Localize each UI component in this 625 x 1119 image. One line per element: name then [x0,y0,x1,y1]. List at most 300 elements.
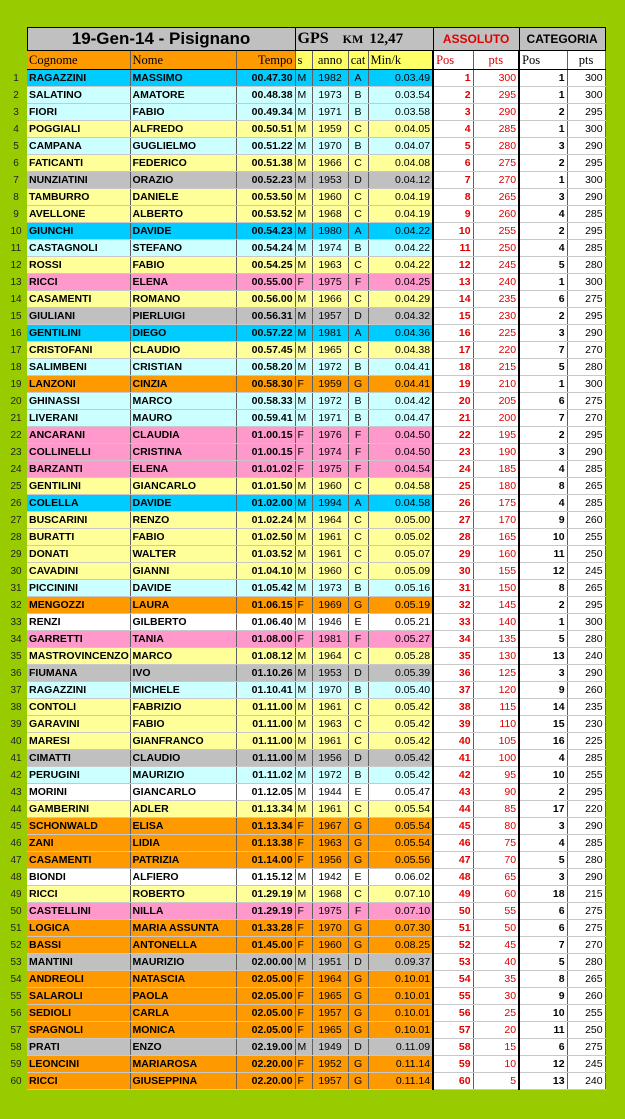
cognome-cell: CAVADINI [27,563,130,580]
nome-cell: WALTER [130,546,236,563]
sesso-cell: M [295,308,312,325]
min-km-cell: 0.03.58 [368,104,433,121]
cat-pos-cell: 7 [519,937,567,954]
cat-pos-cell: 7 [519,342,567,359]
cat-pos-cell: 10 [519,1005,567,1022]
cognome-cell: BIONDI [27,869,130,886]
cat-pos-cell: 9 [519,682,567,699]
cognome-cell: GAMBERINI [27,801,130,818]
cat-cell: C [348,189,368,206]
sesso-cell: M [295,138,312,155]
row-number: 55 [5,988,27,1005]
cognome-cell: RENZI [27,614,130,631]
cat-cell: E [348,784,368,801]
table-row [5,971,605,988]
cat-cell: G [348,971,368,988]
cat-pts-cell: 265 [567,478,605,495]
table-row [5,631,605,648]
sesso-cell: F [295,461,312,478]
cat-cell: B [348,87,368,104]
nome-cell: MAURIZIO [130,767,236,784]
nome-cell: CLAUDIO [130,750,236,767]
pos-cell: 27 [433,512,473,529]
sesso-cell: F [295,988,312,1005]
table-row [5,427,605,444]
pos-cell: 10 [433,223,473,240]
row-number: 15 [5,308,27,325]
sesso-cell: M [295,716,312,733]
table-row [5,529,605,546]
tempo-cell: 01.00.15 [236,427,295,444]
pos-cell: 21 [433,410,473,427]
table-row [5,291,605,308]
pts-cell: 180 [473,478,519,495]
pts-cell: 150 [473,580,519,597]
pos-cell: 7 [433,172,473,189]
cat-cell: C [348,206,368,223]
sesso-cell: M [295,393,312,410]
pts-cell: 5 [473,1073,519,1090]
cat-pos-cell: 4 [519,750,567,767]
min-km-cell: 0.04.41 [368,376,433,393]
min-km-cell: 0.05.16 [368,580,433,597]
cat-pts-cell: 285 [567,495,605,512]
table-row [5,988,605,1005]
nome-cell: GUGLIELMO [130,138,236,155]
cat-pos-cell: 3 [519,444,567,461]
nome-cell: ADLER [130,801,236,818]
table-row [5,818,605,835]
anno-cell: 1976 [312,427,348,444]
cognome-cell: RAGAZZINI [27,682,130,699]
cat-pts-cell: 295 [567,308,605,325]
row-number: 20 [5,393,27,410]
row-number: 34 [5,631,27,648]
pos-cell: 51 [433,920,473,937]
nome-cell: STEFANO [130,240,236,257]
cat-pts-cell: 265 [567,971,605,988]
pos-cell: 29 [433,546,473,563]
min-km-cell: 0.05.02 [368,529,433,546]
cat-pos-cell: 6 [519,393,567,410]
cat-pts-cell: 285 [567,240,605,257]
pts-cell: 135 [473,631,519,648]
anno-cell: 1968 [312,206,348,223]
tempo-cell: 01.06.15 [236,597,295,614]
cognome-cell: CAMPANA [27,138,130,155]
sesso-cell: F [295,444,312,461]
row-number: 54 [5,971,27,988]
pts-cell: 60 [473,886,519,903]
anno-cell: 1961 [312,801,348,818]
cat-pts-cell: 285 [567,835,605,852]
nome-cell: PIERLUIGI [130,308,236,325]
anno-cell: 1960 [312,937,348,954]
cat-cell: B [348,393,368,410]
pts-cell: 295 [473,87,519,104]
sesso-cell: M [295,495,312,512]
cat-cell: C [348,648,368,665]
min-km-cell: 0.05.42 [368,716,433,733]
anno-cell: 1966 [312,291,348,308]
anno-cell: 1975 [312,274,348,291]
anno-cell: 1963 [312,257,348,274]
nome-cell: ROBERTO [130,886,236,903]
min-km-cell: 0.05.42 [368,733,433,750]
cat-pts-cell: 285 [567,461,605,478]
cat-cell: G [348,988,368,1005]
col-header-anno: anno [312,51,348,70]
cat-pos-cell: 4 [519,495,567,512]
table-row [5,104,605,121]
nome-cell: PAOLA [130,988,236,1005]
cat-pos-cell: 17 [519,801,567,818]
tempo-cell: 01.03.52 [236,546,295,563]
sesso-cell: F [295,971,312,988]
pos-cell: 14 [433,291,473,308]
cat-cell: C [348,801,368,818]
row-number: 7 [5,172,27,189]
table-row [5,478,605,495]
pts-cell: 155 [473,563,519,580]
row-number: 36 [5,665,27,682]
cognome-cell: ANDREOLI [27,971,130,988]
cat-pos-cell: 11 [519,1022,567,1039]
anno-cell: 1971 [312,104,348,121]
cat-cell: C [348,121,368,138]
pos-cell: 42 [433,767,473,784]
anno-cell: 1957 [312,1005,348,1022]
cat-pts-cell: 285 [567,206,605,223]
sesso-cell: M [295,580,312,597]
tempo-cell: 00.51.38 [236,155,295,172]
row-number: 24 [5,461,27,478]
cat-pts-cell: 225 [567,733,605,750]
tempo-cell: 01.11.00 [236,716,295,733]
cognome-cell: CONTOLI [27,699,130,716]
row-number: 50 [5,903,27,920]
row-number: 18 [5,359,27,376]
min-km-cell: 0.04.05 [368,121,433,138]
anno-cell: 1973 [312,580,348,597]
cat-pos-cell: 2 [519,784,567,801]
row-number: 10 [5,223,27,240]
tempo-cell: 01.11.02 [236,767,295,784]
pts-cell: 45 [473,937,519,954]
table-row [5,767,605,784]
tempo-cell: 00.56.00 [236,291,295,308]
min-km-cell: 0.04.32 [368,308,433,325]
table-row [5,1073,605,1090]
table-row [5,801,605,818]
cat-pts-cell: 300 [567,614,605,631]
min-km-cell: 0.04.25 [368,274,433,291]
row-number: 25 [5,478,27,495]
pts-cell: 270 [473,172,519,189]
row-number: 52 [5,937,27,954]
sesso-cell: M [295,614,312,631]
nome-cell: CRISTINA [130,444,236,461]
row-number: 13 [5,274,27,291]
cat-pts-cell: 265 [567,580,605,597]
anno-cell: 1957 [312,308,348,325]
cat-cell: D [348,1039,368,1056]
tempo-cell: 00.57.22 [236,325,295,342]
row-number: 6 [5,155,27,172]
sesso-cell: M [295,359,312,376]
pos-cell: 16 [433,325,473,342]
pts-cell: 250 [473,240,519,257]
cat-cell: D [348,665,368,682]
pts-cell: 160 [473,546,519,563]
cat-pts-cell: 290 [567,665,605,682]
row-number: 56 [5,1005,27,1022]
cognome-cell: GARAVINI [27,716,130,733]
row-number: 28 [5,529,27,546]
row-number: 53 [5,954,27,971]
tempo-cell: 01.02.50 [236,529,295,546]
pos-cell: 50 [433,903,473,920]
cat-pos-cell: 2 [519,597,567,614]
cat-cell: B [348,359,368,376]
row-number: 27 [5,512,27,529]
sesso-cell: F [295,1056,312,1073]
table-row [5,359,605,376]
min-km-cell: 0.03.54 [368,87,433,104]
table-row [5,240,605,257]
min-km-cell: 0.05.27 [368,631,433,648]
cat-cell: G [348,920,368,937]
cat-pts-cell: 275 [567,1039,605,1056]
pts-cell: 35 [473,971,519,988]
cat-cell: F [348,631,368,648]
nome-cell: GIANCARLO [130,784,236,801]
cat-cell: F [348,461,368,478]
cat-cell: F [348,274,368,291]
table-row [5,257,605,274]
cognome-cell: COLELLA [27,495,130,512]
km-value: 12,47 [369,31,404,47]
nome-cell: MONICA [130,1022,236,1039]
pts-cell: 120 [473,682,519,699]
nome-cell: CRISTIAN [130,359,236,376]
cognome-cell: NUNZIATINI [27,172,130,189]
cat-pts-cell: 295 [567,155,605,172]
table-row [5,835,605,852]
pts-cell: 290 [473,104,519,121]
nome-cell: CLAUDIA [130,427,236,444]
pts-cell: 225 [473,325,519,342]
pos-cell: 4 [433,121,473,138]
cat-pts-cell: 275 [567,903,605,920]
row-number: 16 [5,325,27,342]
pos-cell: 8 [433,189,473,206]
anno-cell: 1946 [312,614,348,631]
pts-cell: 95 [473,767,519,784]
table-row [5,784,605,801]
min-km-cell: 0.06.02 [368,869,433,886]
sesso-cell: M [295,189,312,206]
cat-cell: C [348,342,368,359]
cat-pts-cell: 255 [567,529,605,546]
cat-pts-cell: 270 [567,410,605,427]
cat-pos-cell: 15 [519,716,567,733]
pts-cell: 275 [473,155,519,172]
pts-cell: 15 [473,1039,519,1056]
cat-pos-cell: 6 [519,1039,567,1056]
cat-cell: G [348,597,368,614]
cat-pos-cell: 5 [519,257,567,274]
cognome-cell: CASAMENTI [27,852,130,869]
table-row [5,563,605,580]
cognome-cell: CASAMENTI [27,291,130,308]
cognome-cell: PRATI [27,1039,130,1056]
table-row [5,189,605,206]
row-number: 48 [5,869,27,886]
min-km-cell: 0.05.39 [368,665,433,682]
pos-cell: 45 [433,818,473,835]
sesso-cell: F [295,274,312,291]
nome-cell: PATRIZIA [130,852,236,869]
cat-pos-cell: 2 [519,308,567,325]
cat-cell: G [348,835,368,852]
row-number: 11 [5,240,27,257]
pts-cell: 50 [473,920,519,937]
min-km-cell: 0.05.42 [368,750,433,767]
nome-cell: FABIO [130,257,236,274]
min-km-cell: 0.04.19 [368,189,433,206]
cat-cell: A [348,495,368,512]
cat-pts-cell: 215 [567,886,605,903]
gps-distance-cell [295,28,433,51]
cat-pos-cell: 2 [519,427,567,444]
pos-cell: 6 [433,155,473,172]
min-km-cell: 0.05.07 [368,546,433,563]
sesso-cell: M [295,767,312,784]
row-number: 58 [5,1039,27,1056]
nome-cell: ROMANO [130,291,236,308]
nome-cell: GIANNI [130,563,236,580]
cat-pts-cell: 275 [567,393,605,410]
pts-cell: 115 [473,699,519,716]
anno-cell: 1961 [312,699,348,716]
tempo-cell: 01.08.00 [236,631,295,648]
cat-pos-cell: 18 [519,886,567,903]
pos-cell: 41 [433,750,473,767]
table-row [5,325,605,342]
tempo-cell: 00.54.25 [236,257,295,274]
nome-cell: MARIA ASSUNTA [130,920,236,937]
cat-pts-cell: 295 [567,223,605,240]
table-row [5,87,605,104]
nome-cell: DAVIDE [130,495,236,512]
cat-pts-cell: 275 [567,291,605,308]
pts-cell: 170 [473,512,519,529]
cat-pts-cell: 255 [567,767,605,784]
pos-cell: 25 [433,478,473,495]
table-row [5,274,605,291]
anno-cell: 1959 [312,376,348,393]
sesso-cell: F [295,818,312,835]
row-number: 22 [5,427,27,444]
tempo-cell: 01.13.34 [236,801,295,818]
tempo-cell: 02.05.00 [236,971,295,988]
min-km-cell: 0.04.50 [368,427,433,444]
cognome-cell: BASSI [27,937,130,954]
cat-pts-cell: 295 [567,427,605,444]
pts-cell: 105 [473,733,519,750]
cat-cell: C [348,291,368,308]
pos-cell: 37 [433,682,473,699]
row-number: 38 [5,699,27,716]
cat-cell: G [348,1022,368,1039]
row-number: 44 [5,801,27,818]
col-header-cat-pts: pts [567,51,605,70]
anno-cell: 1972 [312,767,348,784]
cognome-cell: ANCARANI [27,427,130,444]
anno-cell: 1974 [312,240,348,257]
pos-cell: 49 [433,886,473,903]
anno-cell: 1964 [312,512,348,529]
pts-cell: 260 [473,206,519,223]
anno-cell: 1956 [312,852,348,869]
pts-cell: 25 [473,1005,519,1022]
tempo-cell: 02.00.00 [236,954,295,971]
row-number: 40 [5,733,27,750]
table-row [5,1022,605,1039]
tempo-cell: 00.54.23 [236,223,295,240]
sesso-cell: M [295,478,312,495]
cat-pos-cell: 8 [519,971,567,988]
min-km-cell: 0.05.47 [368,784,433,801]
row-number: 12 [5,257,27,274]
table-row [5,138,605,155]
pos-cell: 46 [433,835,473,852]
nome-cell: CINZIA [130,376,236,393]
table-row [5,733,605,750]
cognome-cell: CRISTOFANI [27,342,130,359]
table-row [5,852,605,869]
cat-pts-cell: 295 [567,784,605,801]
cat-pos-cell: 6 [519,291,567,308]
nome-cell: ALFIERO [130,869,236,886]
min-km-cell: 0.08.25 [368,937,433,954]
cognome-cell: ZANI [27,835,130,852]
sesso-cell: M [295,70,312,87]
cat-pos-cell: 4 [519,835,567,852]
cat-pos-cell: 10 [519,767,567,784]
table-row [5,682,605,699]
cat-cell: A [348,325,368,342]
anno-cell: 1975 [312,903,348,920]
cognome-cell: MARESI [27,733,130,750]
cat-pos-cell: 3 [519,325,567,342]
cat-pts-cell: 275 [567,920,605,937]
tempo-cell: 01.11.00 [236,699,295,716]
anno-cell: 1965 [312,342,348,359]
sesso-cell: M [295,410,312,427]
cat-pts-cell: 290 [567,869,605,886]
pts-cell: 75 [473,835,519,852]
row-number: 8 [5,189,27,206]
cat-pos-cell: 1 [519,121,567,138]
nome-cell: MARCO [130,648,236,665]
cat-pos-cell: 1 [519,376,567,393]
header-row-title [5,28,605,51]
nome-cell: ORAZIO [130,172,236,189]
anno-cell: 1982 [312,70,348,87]
pos-cell: 43 [433,784,473,801]
